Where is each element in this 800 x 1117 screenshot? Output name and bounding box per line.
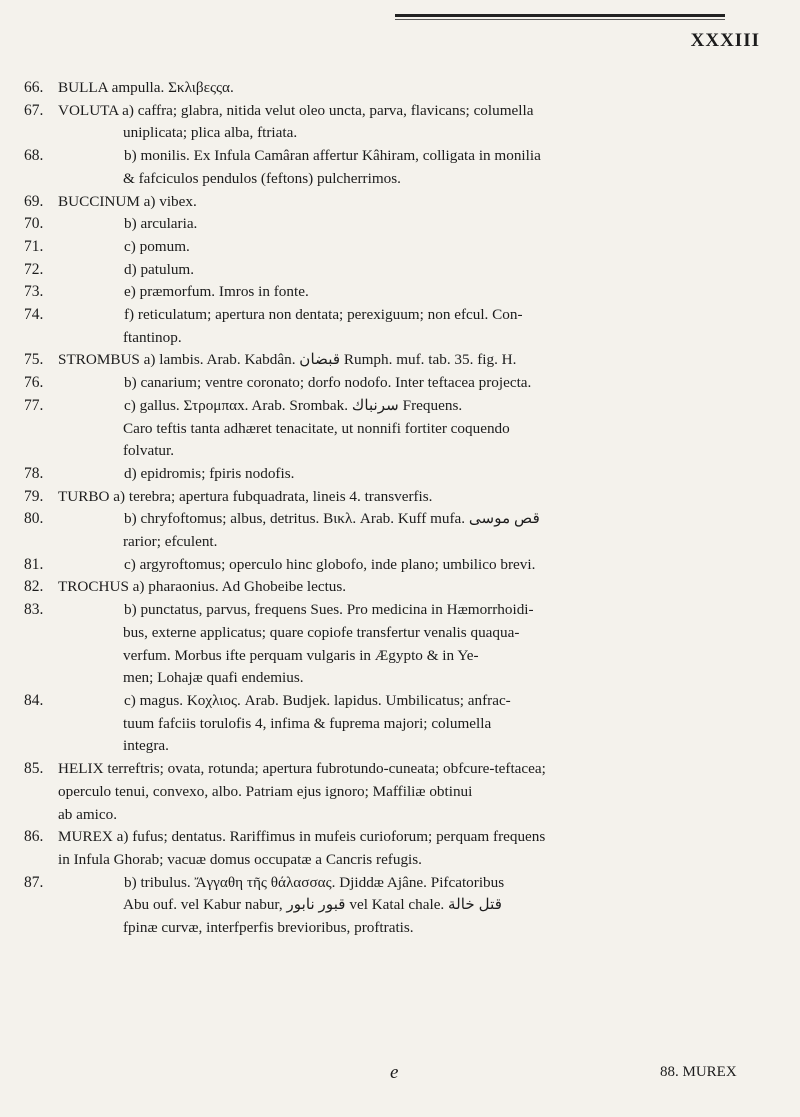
entry — [24, 599, 784, 622]
entry — [24, 622, 784, 645]
entry — [24, 735, 784, 758]
entry-text: TURBO a) terebra; apertura fubquadrata, lineis 4. transverfis. — [58, 487, 433, 505]
entry-number: 81. — [24, 555, 44, 573]
entry-text: men; Lohajæ quafi endemius. — [123, 669, 304, 687]
entry-number: 67. — [24, 101, 44, 119]
entry — [24, 508, 784, 531]
entry — [24, 531, 784, 554]
entry — [24, 395, 784, 418]
entry-text: bus, externe applicatus; quare copiofe transfertur venalis quaqua- — [123, 623, 520, 641]
entry-number: 74. — [24, 306, 44, 324]
entry-text: b) arcularia. — [124, 215, 198, 233]
entry-text: BULLA ampulla. Σκλιβεςςα. — [58, 79, 234, 96]
entry — [24, 917, 784, 940]
entry-text: c) magus. Κοχλιος. Arab. Budjek. lapidus. Umbilicatus; anfrac- — [124, 691, 511, 709]
entry-text: BUCCINUM a) vibex. — [58, 192, 197, 210]
entry-text: fpinæ curvæ, interfperfis brevioribus, proftratis. — [123, 919, 414, 937]
entry — [24, 486, 784, 509]
entry-number: 87. — [24, 873, 44, 891]
entry-text: c) gallus. Στρομπαx. Arab. Srombak. سرنباك Frequens. — [124, 396, 463, 414]
entry-text: in Infula Ghorab; vacuæ domus occupatæ a Cancris refugis. — [58, 850, 422, 868]
entry — [24, 781, 784, 804]
entry-text: TROCHUS a) pharaonius. Ad Ghobeibe lectus. — [58, 578, 347, 596]
entry — [24, 554, 784, 577]
entry-number: 85. — [24, 760, 44, 778]
entry-number: 76. — [24, 374, 44, 392]
entry — [24, 236, 784, 259]
entry — [24, 259, 784, 282]
entry-number: 86. — [24, 828, 44, 846]
entry-text: operculo tenui, convexo, albo. Patriam ejus ignoro; Maffiliæ obtinui — [58, 782, 473, 800]
entry — [24, 440, 784, 463]
entry-text: d) epidromis; fpiris nodofis. — [124, 464, 295, 482]
entry-number: 69. — [24, 192, 44, 210]
signature-mark: e — [390, 1062, 399, 1083]
entry-number: 83. — [24, 601, 44, 619]
entry — [24, 894, 784, 917]
entry-text: VOLUTA a) caffra; glabra, nitida velut oleo uncta, parva, flavicans; columella — [58, 101, 534, 119]
header-rule-thin — [395, 19, 725, 20]
entry-text: c) pomum. — [124, 237, 190, 255]
entry — [24, 463, 784, 486]
entry — [24, 826, 784, 849]
entry-number: 84. — [24, 691, 44, 709]
entry — [24, 667, 784, 690]
entry-number: 72. — [24, 260, 44, 278]
entry — [24, 645, 784, 668]
entry-text: ftantinop. — [123, 328, 182, 346]
entry-text: d) patulum. — [124, 260, 195, 278]
entry — [24, 758, 784, 781]
entry-text: STROMBUS a) lambis. Arab. Kabdân. قبضان Rumph. muf. tab. 35. fig. H. — [58, 351, 517, 369]
entry — [24, 349, 784, 372]
entry-text: HELIX terreftris; ovata, rotunda; apertura fubrotundo-cuneata; obfcure-teftacea; — [58, 760, 546, 778]
entry-text: f) reticulatum; apertura non dentata; perexiguum; non efcul. Con- — [124, 306, 523, 324]
page-footer — [0, 1062, 800, 1092]
entry-text: b) tribulus. Ἄγγαθη τῆς θάλασσας. Djiddæ Ajâne. Pifcatoribus — [124, 873, 505, 891]
entry — [24, 304, 784, 327]
entry — [24, 77, 784, 100]
entry-text: e) præmorfum. Imros in fonte. — [124, 283, 309, 301]
entry — [24, 168, 784, 191]
entry-text: b) monilis. Ex Infula Camâran affertur Kâhiram, colligata in monilia — [124, 147, 541, 165]
entry — [24, 100, 784, 123]
entry — [24, 804, 784, 827]
entry — [24, 849, 784, 872]
entry-text: & fafciculos pendulos (feftons) pulcherrimos. — [123, 169, 401, 187]
entry — [24, 690, 784, 713]
entry-text: c) argyroftomus; operculo hinc globofo, inde plano; umbilico brevi. — [124, 555, 536, 573]
entry — [24, 213, 784, 236]
entry-text: verfum. Morbus ifte perquam vulgaris in Ægypto & in Ye- — [123, 646, 479, 664]
entry-number: 78. — [24, 464, 44, 482]
entry-number: 68. — [24, 147, 44, 165]
entry-text: ab amico. — [58, 805, 118, 823]
entry-list — [24, 77, 784, 940]
entry-text: Abu ouf. vel Kabur nabur, قبور نابور vel Katal chale. قتل خالة — [123, 896, 502, 914]
entry — [24, 145, 784, 168]
entry — [24, 281, 784, 304]
page-number: XXXIII — [690, 30, 760, 51]
entry-number: 77. — [24, 396, 44, 414]
entry-number: 75. — [24, 351, 44, 369]
entry-number: 70. — [24, 215, 44, 233]
entry-text: b) chryfoftomus; albus, detritus. Βικλ. Arab. Kuff mufa. قص موسى — [124, 510, 540, 528]
entry — [24, 576, 784, 599]
entry — [24, 418, 784, 441]
entry — [24, 327, 784, 350]
entry-text: integra. — [123, 737, 169, 755]
entry-number: 71. — [24, 237, 44, 255]
entry-text: folvatur. — [123, 442, 175, 460]
entry — [24, 872, 784, 895]
entry-number: 82. — [24, 578, 44, 596]
entry-number: 66. — [24, 79, 44, 96]
entry — [24, 191, 784, 214]
entry-number: 73. — [24, 283, 44, 301]
entry-text: uniplicata; plica alba, ftriata. — [123, 124, 298, 142]
entry-text: Caro teftis tanta adhæret tenacitate, ut nonnifi fortiter coquendo — [123, 419, 510, 437]
entry-text: MUREX a) fufus; dentatus. Rariffimus in mufeis curioforum; perquam frequens — [58, 828, 546, 846]
entry-text: rarior; efculent. — [123, 533, 218, 551]
entry — [24, 122, 784, 145]
header-rule — [395, 14, 725, 17]
entry-text: b) punctatus, parvus, frequens Sues. Pro medicina in Hæmorrhoidi- — [124, 601, 534, 619]
entry-text: tuum fafciis torulofis 4, infima & fuprema majori; columella — [123, 714, 492, 732]
entry-number: 80. — [24, 510, 44, 528]
entry — [24, 713, 784, 736]
entry — [24, 372, 784, 395]
catchword: 88. MUREX — [660, 1064, 737, 1080]
entry-number: 79. — [24, 487, 44, 505]
entry-text: b) canarium; ventre coronato; dorfo nodofo. Inter teftacea projecta. — [124, 374, 532, 392]
